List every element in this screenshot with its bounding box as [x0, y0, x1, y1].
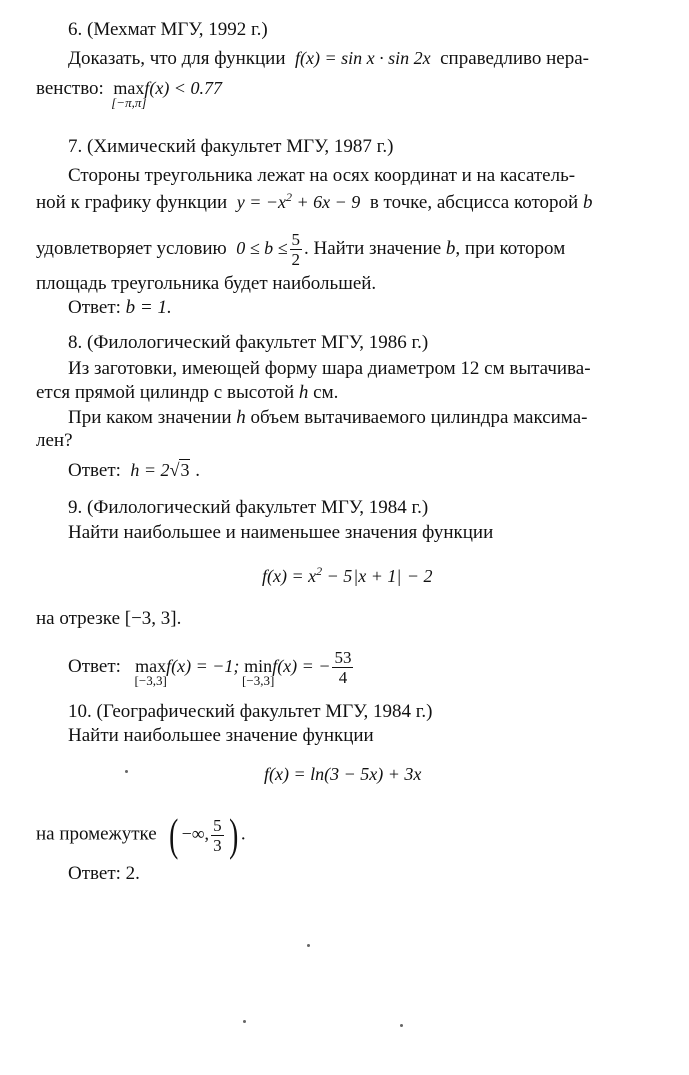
- problem-8-line-4: лен?: [36, 430, 73, 451]
- problem-6-line-1: [68, 46, 589, 71]
- fraction-numerator: 5: [291, 230, 300, 249]
- scan-speck: [400, 1024, 403, 1027]
- answer-label: Ответ:: [68, 297, 121, 318]
- problem-9-answer: [68, 648, 355, 687]
- fraction-5-3: [211, 816, 224, 855]
- problem-6-max-operator: [111, 76, 147, 110]
- problem-8-var-h-2: h: [236, 407, 246, 428]
- max-label: max: [135, 655, 167, 676]
- problem-7-line-1: Стороны треугольника лежат на осях координат и на касатель-: [68, 165, 576, 186]
- abs-content: x + 1: [358, 566, 397, 586]
- interval-period: .: [240, 823, 246, 845]
- max-operator: [134, 654, 167, 688]
- problem-7-text-b: в точке, абсцисса которой: [369, 192, 579, 213]
- problem-6-function: f(x) = sin x · sin 2x: [295, 48, 431, 68]
- sqrt-symbol: √3: [169, 460, 190, 480]
- problem-7-var-b-2: b: [445, 237, 456, 259]
- fraction-53-4: [332, 648, 353, 687]
- problem-6-title: 6. (Мехмат МГУ, 1992 г.): [68, 19, 268, 40]
- problem-8-title: 8. (Филологический факультет МГУ, 1986 г.): [68, 332, 429, 353]
- problem-8-unit: см.: [313, 382, 339, 403]
- answer-period: .: [195, 460, 200, 481]
- problem-7-line-3: [36, 230, 565, 269]
- problem-8-text-a: ется прямой цилиндр с высотой: [36, 382, 295, 403]
- problem-7-text-c: удовлетворяет условию: [36, 237, 227, 259]
- problem-8-text-c: объем вытачиваемого цилиндра максима-: [250, 407, 588, 428]
- problem-7-var-b: b: [582, 192, 593, 213]
- answer-label: Ответ:: [68, 460, 121, 481]
- sqrt-radicand: 3: [180, 460, 190, 480]
- answer-lhs: h = 2: [130, 460, 170, 480]
- problem-7-function: $y = -x^2 + 6x - 9$: [236, 190, 361, 212]
- function-end: − 2: [402, 566, 433, 586]
- absolute-value: |x + 1|: [353, 566, 402, 586]
- problem-9-line-2: на отрезке [−3, 3].: [36, 608, 182, 629]
- min-label: min: [244, 655, 273, 676]
- problem-7-text-a: ной к графику функции: [36, 192, 228, 213]
- problem-7-text-d: . Найти значение: [304, 237, 442, 259]
- max-result: f(x) = −1;: [166, 655, 240, 676]
- problem-6-text-c: венство:: [36, 78, 104, 99]
- problem-9-line-1: Найти наибольшее и наименьшее значения функции: [68, 522, 494, 543]
- max-subscript: [−3,3]: [134, 672, 167, 688]
- scan-speck: [243, 1020, 246, 1023]
- problem-10-line-2: [36, 809, 246, 860]
- exponent: 2: [316, 564, 323, 578]
- problem-8-line-3: [68, 406, 587, 430]
- problem-6-text-b: справедливо нера-: [440, 48, 589, 69]
- problem-7-title: 7. (Химический факультет МГУ, 1987 г.): [68, 136, 394, 157]
- problem-8-line-2: [36, 381, 338, 405]
- left-paren: (: [169, 809, 179, 860]
- problem-10-text: на промежутке: [36, 823, 157, 845]
- min-result: f(x) = −: [272, 655, 331, 676]
- answer-value: b = 1.: [125, 297, 172, 318]
- problem-10-title: 10. (Географический факультет МГУ, 1984 г.): [68, 701, 433, 722]
- problem-8-answer: [68, 458, 200, 483]
- fraction-numerator: 5: [213, 815, 222, 835]
- function-lhs: f(x) = x: [262, 566, 317, 586]
- fraction-denominator: 4: [338, 668, 348, 687]
- problem-7-condition: 0 ≤ b ≤: [236, 237, 288, 258]
- function-mid: − 5: [322, 566, 353, 586]
- min-operator: [242, 654, 275, 688]
- problem-8-text-b: При каком значении: [68, 407, 232, 428]
- problem-7-line-2: [36, 190, 592, 215]
- problem-8-var-h: h: [298, 382, 309, 403]
- problem-7-answer: [68, 296, 172, 320]
- interval-left: −∞,: [181, 823, 210, 844]
- right-paren: ): [228, 809, 238, 860]
- fraction-denominator: 2: [291, 250, 300, 269]
- problem-9-title: 9. (Филологический факультет МГУ, 1984 г.): [68, 497, 429, 518]
- fraction-denominator: 3: [213, 835, 222, 855]
- problem-9-function: [262, 564, 432, 588]
- max-subscript: [−π,π]: [111, 95, 147, 110]
- problem-10-function: f(x) = ln(3 − 5x) + 3x: [264, 764, 422, 784]
- fraction-5-2: [290, 230, 303, 269]
- min-subscript: [−3,3]: [242, 672, 275, 688]
- problem-10-line-1: Найти наибольшее значение функции: [68, 725, 374, 746]
- max-label: max: [113, 78, 145, 98]
- scan-speck: [125, 770, 128, 773]
- problem-7-line-4: площадь треугольника будет наибольшей.: [36, 273, 377, 294]
- problem-6-line-2: [36, 76, 222, 110]
- fraction-numerator: 53: [334, 648, 352, 667]
- problem-6-text-a: Доказать, что для функции: [68, 48, 286, 69]
- problem-6-inequality: f(x) < 0.77: [144, 78, 222, 98]
- answer-label: Ответ:: [68, 655, 121, 677]
- problem-8-line-1: Из заготовки, имеющей форму шара диаметром 12 см вытачива-: [68, 358, 591, 379]
- problem-10-answer: Ответ: 2.: [68, 863, 140, 884]
- problem-7-text-e: , при котором: [455, 237, 566, 259]
- scan-speck: [307, 944, 310, 947]
